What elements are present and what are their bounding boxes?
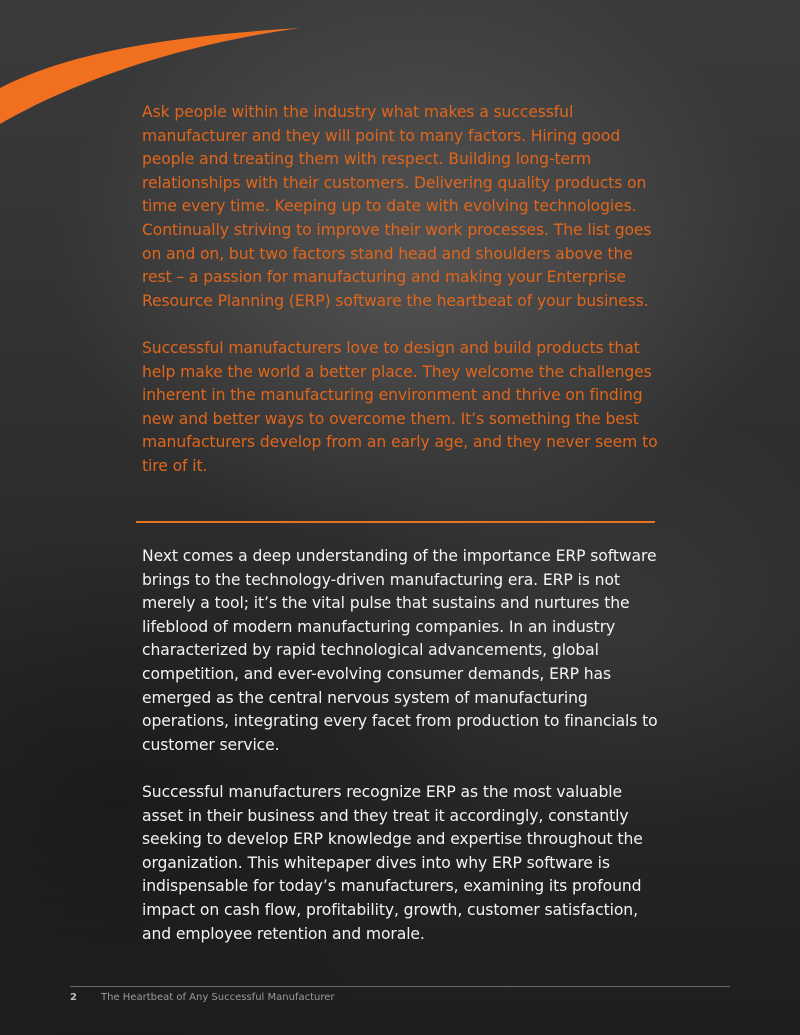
footer-page-number: 2 <box>70 992 77 1003</box>
section-divider <box>136 521 655 523</box>
body-paragraph-2: Successful manufacturers recognize ERP as the most valuable asset in their business and they treat it accordingly, constantly seeking to develop ERP knowledge and expertise throughout the organization. This whitepaper dives into why ERP software is indispensable for today’s manufacturers, examining its profound impact on cash flow, profitability, growth, customer satisfaction, and employee retention and morale. <box>142 782 643 943</box>
intro-paragraph-2: Successful manufacturers love to design and build products that help make the world a better place. They welcome the challenges inherent in the manufacturing environment and thrive on finding new and better ways to overcome them. It’s something the best manufacturers develop from an early age, and they never seem to tire of it. <box>142 338 658 475</box>
body-section <box>142 545 662 970</box>
footer-rule <box>70 986 730 987</box>
intro-section <box>142 101 662 502</box>
intro-paragraph-1: Ask people within the industry what makes a successful manufacturer and they will point to many factors. Hiring good people and treating them with respect. Building long-term relationships with their customers. Delivering quality products on time every time. Keeping up to date with evolving technologies. Continually striving to improve their work processes. The list goes on and on, but two factors stand head and shoulders above the rest – a passion for manufacturing and making your Enterprise Resource Planning (ERP) software the heartbeat of your business. <box>142 103 652 310</box>
footer-document-title: The Heartbeat of Any Successful Manufacturer <box>101 992 335 1003</box>
body-paragraph-1: Next comes a deep understanding of the importance ERP software brings to the technology-driven manufacturing era. ERP is not merely a tool; it’s the vital pulse that sustains and nurtures the lifeblood of modern manufacturing companies. In an industry characterized by rapid technological advancements, global competition, and ever-evolving consumer demands, ERP has emerged as the central nervous system of manufacturing operations, integrating every facet from production to financials to customer service. <box>142 547 658 754</box>
